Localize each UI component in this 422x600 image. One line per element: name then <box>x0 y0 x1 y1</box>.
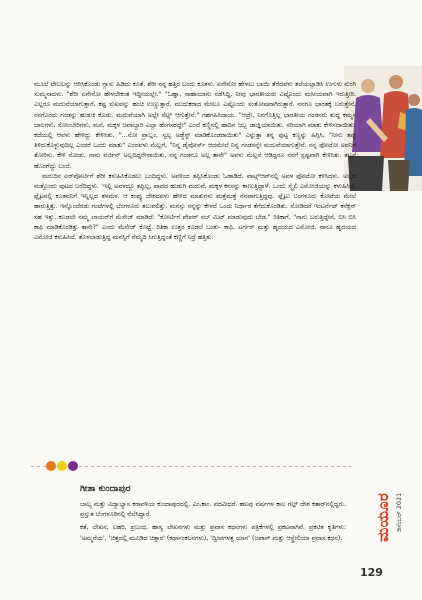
section-divider <box>31 466 351 467</box>
magazine-title: ಮಯೂರ <box>374 492 392 542</box>
author-bio-paragraph: ಕತೆ, ಲೇಖನ, ಲಹರಿ, ಪ್ರಬಂಧ, ಹಾಸ್ಯ ಲೇಖನಗಳು ಮತ್ತು ಪ್ರವಾಸ ಕಥನಗಳು ಪತ್ರಿಕೆಗಳಲ್ಲಿ ಪ್ರಕಟವಾಗಿವೆ. ಪ್ರಕಟಿತ ಕೃತಿಗಳು: 'ಅಮ್ಮನೆಯ', 'ಚಿತ್ತದಲ್ಲಿ ಮೂಡಿದ ಚಿತ್ತಾರ' (ಕಥಾಸಂಕಲನಗಳು), 'ದ್ವೀಪಗಳತ್ತ ಯಾನ' (ಜಪಾನ್ ಮತ್ತು ಆಸ್ಟ್ರೇಲಿಯಾ ಪ್ರವಾಸ ಕಥನ). <box>80 524 346 542</box>
purple-dot-icon <box>68 461 78 471</box>
page-number: 129 <box>360 566 383 579</box>
article-paragraph: ಮೂಲೆ ಟೇಬಲನ್ನು ಆರಿಸಿಕೊಂಡು ಗ್ಲಾಸು ಹಿಡಿದು ಕೂತೆ. ಶೆರೀ ನನ್ನ ಹತ್ತಿರ ಬಂದು ಕೂತಳು. ಏನೇನೋ ಹೇಳಲು ಬಾಯಿ ತೆರೆದವಳು ತಲೆಯಲ್ಲಾಡಿಸಿ ಉಗುಳು ನುಂಗಿ ಸುಮ್ಮನಾದಳು. "ಶೆರೀ ಏನೇನೋ ಹೇಳಬೇಕಂತ ಇದ್ದೀಯಲ್ಲೇ." "ಓಹ್ಞಾ, ಸಾಹಾಯಾನು ನಡೆಸಿದ್ದಿ, ನೀವು ಭಾರತೀಯರು ಎಷ್ಟೊಂದು ಮಸೀಯವಾಗಿ ಇರುತ್ತೀರಿ. ಎಲ್ಲರೂ ಮದುವೆಯಾಗುತ್ತಾರೆ, ಕಷ್ಟ ಸುಖವನ್ನು ಹಂಚಿ ಉಣ್ಣುತ್ತಾರೆ, ಮುದುಕರಾದ ಮೇಲೂ ಎಷ್ಟೊಂದು ಸಂತೋಷವಾಗಿರುತ್ತಾರೆ. ನನಗೂ ಭಾರತಕ್ಕೆ ಬರುತ್ತೇನೆ, ನನಗೊಂದು ಗಂಡನ್ನು ಹುಡುಕಿ ಕೊಡು. ಮದುವೆಯಾಗಿ ಅಲ್ಲೇ ಸೆಟ್ಲ್ ಆಗುತ್ತೇನೆ." ಗಹಗಹಿಸಿದಾಯ. "ಆದ್ರೇ, ನಿನಗೊತ್ತಿಲ್ಲ ಭಾರತೀಯ ಗಂಡಸರು ಶುದ್ಧ ಕಮ್ಮನ ಬಾಲಗಳು, ಸೋಂಬೇರಿಗಳು, ಮನೆ, ಮಕ್ಕಳ ಜವಾಬ್ದಾರಿ ಎಲ್ಲಾ ಹೆಂಗಸರದ್ದೇ" ಎಂದೆ ಕಣ್ಣಿನಲ್ಲಿ ಹಾದಿನ ಜಬ್ಬ ಜಾಜ್ಞಿಯಾಯಿತು. ಸರಿಯಾಗಿ ಮಾತು ಕೇಳಿಸದಾಯಿತು. ಕದೆಯಲ್ಲಿ ಆವಳು ಹೇಳಿದ್ದು ಕೇಳಿಸಿತು, "...ನೋ ಪ್ರಾಬ್ಲಂ, ಸ್ವಲ್ಪ ಅಡ್ಜೆಸ್ಟ್ ಮಾಡಿಕೊಂಡರಾಯಿತು" ಎನ್ನುತ್ತಾ ತನ್ನ ಪುಟ್ಟ ಕಣ್ಣನ್ನು ಹಿಗ್ಗಿಸಿ, "ನೀನು ತಪ್ಪು ತಿಳಿದುಕೊಳ್ಳುವುದಿಲ್ಲ ಎಂದರೆ ಒಂದು ಮಾತು" ಎಂದವಳು ಮೆಲ್ಲಗೆ, "ನಿನ್ನ ಡೈವೋರ್ಸ್ ಆದಮೇಲೆ ನಿನ್ನ ಗಂಡನನ್ನೇ ಮದುವೆಯಾಗುತ್ತೇನೆ. ನನ್ನ ಫೋಟೋ ಅವನಿಗೆ ತೋರಿಸು. ಕೇಳಿ ನೋಡು, ನಾನು ವರ್ಜಿನ್ ಅಲ್ಲದಿದ್ದರೇನಾಯಿತು, ನನ್ನ ಗಂಡನೂ ಅಲ್ಲ ತಾನೇ" ಅವಳು ಮೆಲ್ಲನೆ ಆಡಿದ್ದರೂ ನನಗೆ ಸ್ಪಷ್ಟವಾಗಿ ಕೇಳಿಸಿತು. ತಟ್ಟನೆ ಹೊರಗೆದ್ದು ಬಂದೆ. <box>34 81 356 170</box>
article-body <box>34 80 356 243</box>
article-paragraph: ಮರುದಿನ ಏರ್‌ಪೋರ್ಟಿಗೆ ಶೆರೀ ಕಳುಹಿಸಿಕೊಡಲು ಬಂದಿದ್ದಳು. ಅವಳಿಂದ ತಪ್ಪಿಸಿಕೊಂಡು ಓಡಾಡಿದೆ. ವಾಟ್ಸ್‌ಆಪ್‌ನಲ್ಲಿ ಅವಳ ಫೋಟೋ ಕಳಿಸಿದಳು. ಅಲ್ಲದೆ ಮತ್ತೊಂದು ಪುಟದ ಬರೆದಿದ್ದಳು. 'ಇಲ್ಲಿ ಅವಳದ್ದೂ ತಪ್ಪಿಲ್ಲ, ಪಾಪದ ಹುಡುಗಿ ಮದುವೆ, ಮಕ್ಕಳ ಕನಸನ್ನು ಕಾಣುತ್ತಿದ್ದಾಳೆ. ಒಂದು ಸ್ಮೈಲಿ ಎಮೋಜಿಯನ್ನು ಕಳುಹಿಸಿದೆ. ಫ್ಲೈಟನಲ್ಲಿ ಕೂತವನಿಗೆ ಇನ್ನಿಲ್ಲದ ತಳಮಳ. ಆ ಕಂಪ್ಯು ದೇಶದವಳು ಹೇಳಿದ ಮಾತುಗಳು ಮತ್ತೆಮತ್ತೆ ನೆನಪಾಗುತ್ತಿದ್ದವು. ಫ್ಲೈಟು ಬಂಗಳೂರು ಕೋಟೆಯ ಮೇಲೆ ಹಾರುತ್ತಿತ್ತು. ಇನ್ನೊಂದೆರಡು ಗಂಟೆಗಳಲ್ಲಿ ಬೆಂಗಳೂರು ತಲುಪಲಿತ್ತು. ಮನಸ್ಸು ನನ್ನನ್ನು ಕೇಳದೆ ಒಂದು ನಿರ್ಧಾರ ತೆಗೆದುಕೊಂಡಿತು. ನೋಡಿದರೆ ಇಂಟರ್ನೆಟ್ ಕನೆಕ್ಷನ್ ಸಹ ಇತ್ತು. ಕೂಡಲೇ ನಮ್ಮ ಲಾಯರ್‌ಗೆ ಮೆಸೇಜ್ ಮಾಡಿದೆ: "ಕೋರ್ಟಿಗೆ ಪೇಪರ್ ಸಬ್ ಮಿಟ್ ಮಾಡುವುದು ಬೇಡ." ರಿತಿಕಾಗೆ, "ನಾನು ಬರುತ್ತಿದ್ದೇನೆ, ಬಿಸಿ ಬಿಸಿ ಕಾಫಿ ಮಾಡಿಕೊಂಡಿತ್ತು ತಾನೇ?" ಎಂದು ಮೆಸೇಜ್ ಕೊಟ್ಟೆ. ರಿತಿಕಾ ಉತ್ತರ ಕೂಡಲೆ ಬಂತು- ಕಾಫಿ, ಟರ್ಗರ್ ಮತ್ತು ಹೃದಯದ ಎಮೋಜಿ. ನಾನೂ ಹೃದಯದ ಎಮೋಜಿ ಕಳುಹಿಸಿದೆ. ತೊಳಲಾಡುತ್ತಿದ್ದ ಮನಸ್ಸಿಗೆ ನೆಮ್ಮದಿ ಸಿಗುತ್ತಿದ್ದಂತೆ ಕಣ್ಣಿಗೆ ನಿದ್ರೆ ಹತ್ತಿತು. <box>34 172 356 242</box>
orange-dot-icon <box>46 461 56 471</box>
yellow-dot-icon <box>57 461 67 471</box>
author-bio <box>80 500 346 544</box>
issue-date: ಡಿಸೆಂಬರ್ 2021 <box>395 492 403 532</box>
author-bio-paragraph: ಬಾಲ್ಯ ಮತ್ತು ವಿದ್ಯಾಭ್ಯಾಸ ಕರಾವಳಿಯ ಕುಂದಾಪುರದಲ್ಲಿ. ಎಂ.ಕಾಂ. ಪದವೀಧರೆ. ಹಲವು ವರ್ಷಗಳ ಕಾಲ ಗಲ್ಫ್ ದೇಶ ಕತಾರ್‌ನಲ್ಲಿದ್ದರು. ಪ್ರಸ್ತುತ ಬೆಂಗಳೂರಿನಲ್ಲಿ ನೆಲೆಸಿದ್ದಾರೆ. <box>80 501 346 519</box>
author-name: ಗೀತಾ ಕುಂದಾಪುರ <box>80 484 131 494</box>
